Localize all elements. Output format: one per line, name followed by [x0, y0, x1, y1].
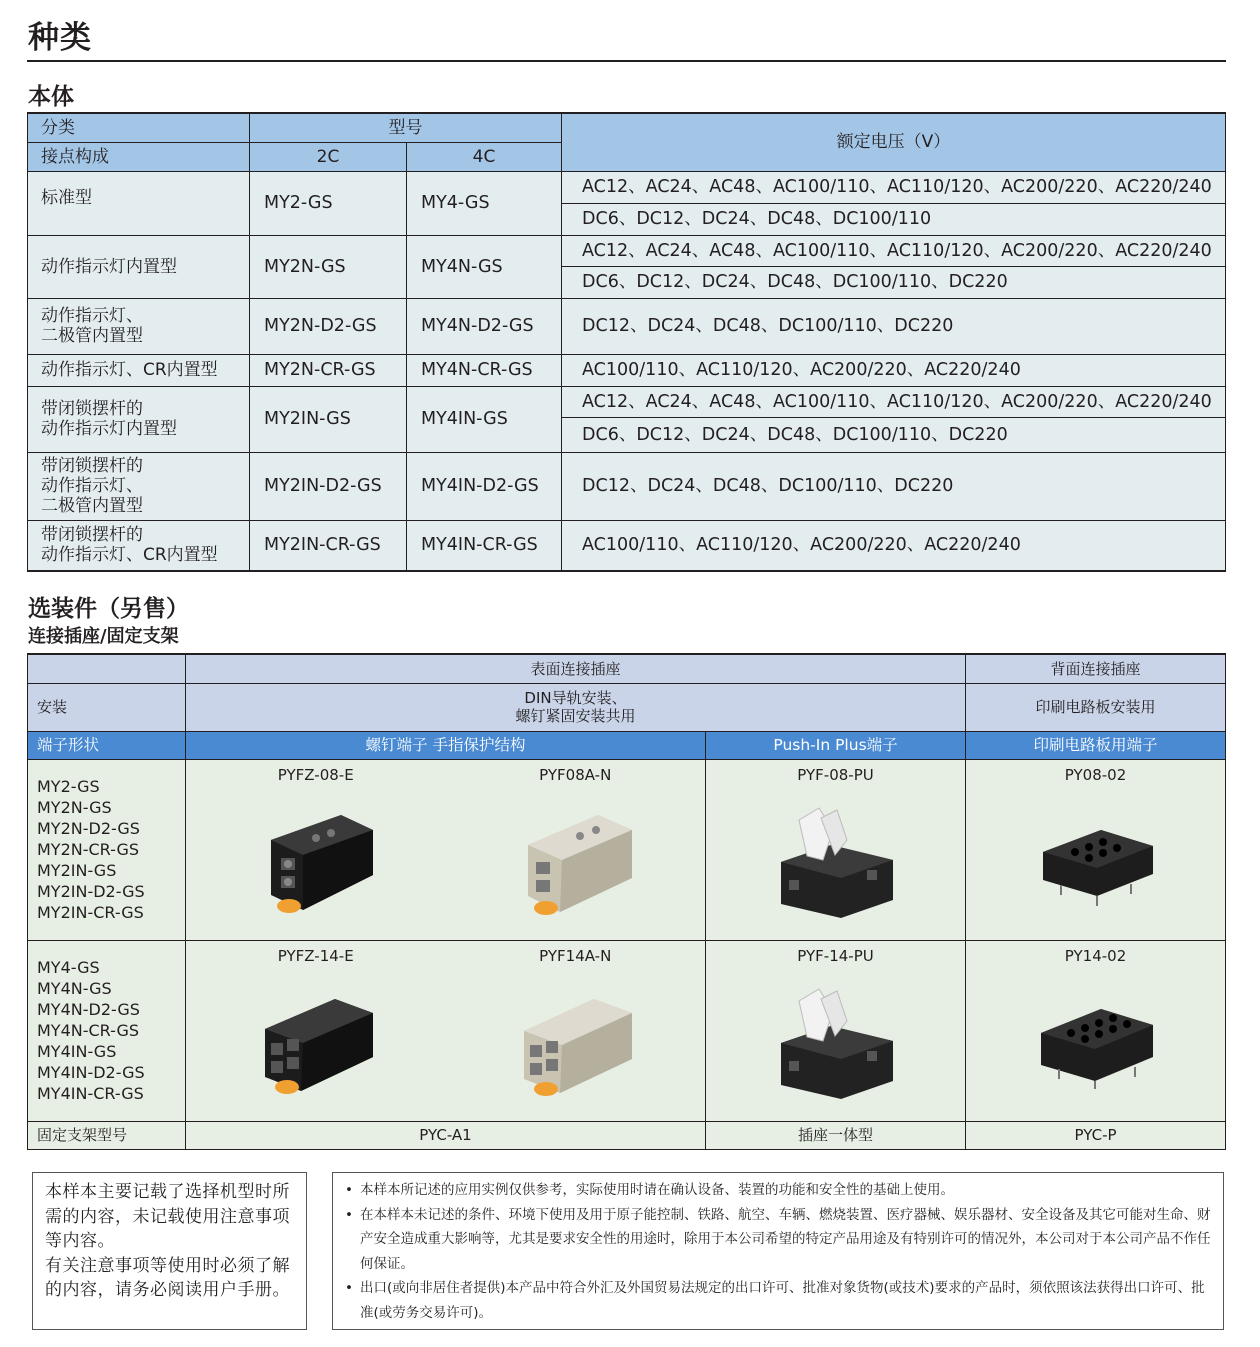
socket-push-in-image: [771, 981, 901, 1101]
notice-item: • 出口(或向非居住者提供)本产品中符合外汇及外国贸易法规定的出口许可、批准对象货物(或技术)要求的产品时，须依照该法获得出口许可、批准(或劳务交易许可)。: [345, 1276, 1215, 1325]
notice-summary: [32, 1172, 307, 1330]
type-label: 标准型: [28, 171, 250, 235]
socket-model: PYF-14-PU: [797, 946, 874, 965]
category-header: 分类: [28, 113, 250, 142]
socket-model: PYF14A-N: [539, 946, 612, 965]
title-rule: [27, 60, 1226, 62]
socket-grey-screw-image: [510, 800, 640, 920]
bracket-back: PYC-P: [966, 1121, 1226, 1149]
voltage-list: DC6、DC12、DC24、DC48、DC100/110、DC220: [562, 266, 1226, 298]
socket-model: PY14-02: [1064, 946, 1127, 965]
install-label: 安装: [28, 683, 186, 731]
voltage-list: AC100/110、AC110/120、AC200/220、AC220/240: [562, 354, 1226, 386]
bracket-label: 固定支架型号: [28, 1121, 186, 1149]
page-title: 种类: [28, 20, 92, 56]
model-2c: MY2-GS: [250, 171, 407, 235]
model-4c: MY4IN-D2-GS: [407, 452, 562, 520]
compatible-models-4c: [28, 940, 186, 1121]
socket-cell: [186, 940, 446, 1121]
type-label: 带闭锁摆杆的 动作指示灯内置型: [28, 386, 250, 452]
type-label: 带闭锁摆杆的 动作指示灯、 二极管内置型: [28, 452, 250, 520]
model-4c: MY4N-D2-GS: [407, 298, 562, 354]
sockets-table: [27, 653, 1226, 1150]
model-item: MY2IN-GS: [37, 861, 117, 880]
corner-cell: [28, 654, 186, 683]
type-label: 动作指示灯、 二极管内置型: [28, 298, 250, 354]
socket-black-screw-image: [251, 800, 381, 920]
voltage-list: AC100/110、AC110/120、AC200/220、AC220/240: [562, 520, 1226, 571]
socket-cell: [446, 940, 706, 1121]
model-2c: MY2N-CR-GS: [250, 354, 407, 386]
terminal-pcb: 印刷电路板用端子: [966, 731, 1226, 759]
model-4c: MY4-GS: [407, 171, 562, 235]
model-item: MY4N-D2-GS: [37, 1000, 140, 1019]
model-4c: MY4N-CR-GS: [407, 354, 562, 386]
socket-model: PY08-02: [1064, 765, 1127, 784]
model-item: MY4-GS: [37, 958, 100, 977]
model-header: 型号: [250, 113, 562, 142]
socket-cell: [446, 759, 706, 940]
type-label: 动作指示灯内置型: [28, 235, 250, 298]
model-item: MY2N-GS: [37, 798, 112, 817]
back-socket-header: 背面连接插座: [966, 654, 1226, 683]
model-item: MY2IN-CR-GS: [37, 903, 144, 922]
socket-black-screw-image: [251, 981, 381, 1101]
model-4c: MY4IN-GS: [407, 386, 562, 452]
voltage-list: DC6、DC12、DC24、DC48、DC100/110、DC220: [562, 417, 1226, 452]
type-label: 带闭锁摆杆的 动作指示灯、CR内置型: [28, 520, 250, 571]
model-4c: MY4IN-CR-GS: [407, 520, 562, 571]
contact-header: 接点构成: [28, 142, 250, 171]
terminal-push-in: Push-In Plus端子: [706, 731, 966, 759]
2c-header: 2C: [250, 142, 407, 171]
model-item: MY4IN-D2-GS: [37, 1063, 145, 1082]
voltage-list: DC12、DC24、DC48、DC100/110、DC220: [562, 298, 1226, 354]
model-item: MY2N-D2-GS: [37, 819, 140, 838]
install-front: DIN导轨安装、 螺钉紧固安装共用: [186, 683, 966, 731]
socket-pcb-image: [1031, 981, 1161, 1091]
socket-cell: [966, 940, 1226, 1121]
front-socket-header: 表面连接插座: [186, 654, 966, 683]
compatible-models-2c: [28, 759, 186, 940]
bracket-push-in: 插座一体型: [706, 1121, 966, 1149]
model-item: MY4IN-CR-GS: [37, 1084, 144, 1103]
model-item: MY4N-CR-GS: [37, 1021, 140, 1040]
type-label: 动作指示灯、CR内置型: [28, 354, 250, 386]
voltage-list: DC12、DC24、DC48、DC100/110、DC220: [562, 452, 1226, 520]
notice-summary-text: 本样本主要记载了选择机型时所需的内容，未记载使用注意事项等内容。 有关注意事项等使用时必须了解的内容，请务必阅读用户手册。: [45, 1182, 290, 1300]
model-2c: MY2IN-CR-GS: [250, 520, 407, 571]
model-item: MY2-GS: [37, 777, 100, 796]
notice-item: • 在本样本未记述的条件、环境下使用及用于原子能控制、铁路、航空、车辆、燃烧装置、医疗器械、娱乐器材、安全设备及其它可能对生命、财产安全造成重大影响等，尤其是要求安全性的用途时，除用于本公司希望的特定产品用途及有特别许可的情况外，本公司对于本公司产品不作任何保证。: [345, 1203, 1215, 1277]
options-subheading: 连接插座/固定支架: [28, 626, 179, 647]
notice-item: • 本样本所记述的应用实例仅供参考，实际使用时请在确认设备、装置的功能和安全性的基础上使用。: [345, 1178, 1215, 1203]
models-table: [27, 112, 1226, 572]
socket-grey-screw-image: [510, 981, 640, 1101]
model-item: MY2IN-D2-GS: [37, 882, 145, 901]
terminal-screw: 螺钉端子 手指保护结构: [186, 731, 706, 759]
voltage-list: AC12、AC24、AC48、AC100/110、AC110/120、AC200/220、AC220/240: [562, 386, 1226, 417]
model-2c: MY2N-GS: [250, 235, 407, 298]
socket-pcb-image: [1031, 800, 1161, 910]
socket-push-in-image: [771, 800, 901, 920]
socket-model: PYF08A-N: [539, 765, 612, 784]
socket-cell: [706, 940, 966, 1121]
voltage-header: 额定电压（V）: [562, 113, 1226, 171]
socket-model: PYFZ-14-E: [277, 946, 354, 965]
terminal-label: 端子形状: [28, 731, 186, 759]
notice-disclaimer: [332, 1172, 1224, 1330]
model-item: MY4IN-GS: [37, 1042, 117, 1061]
model-item: MY4N-GS: [37, 979, 112, 998]
socket-cell: [186, 759, 446, 940]
model-4c: MY4N-GS: [407, 235, 562, 298]
install-back: 印刷电路板安装用: [966, 683, 1226, 731]
model-2c: MY2N-D2-GS: [250, 298, 407, 354]
socket-cell: [706, 759, 966, 940]
model-item: MY2N-CR-GS: [37, 840, 140, 859]
model-2c: MY2IN-GS: [250, 386, 407, 452]
options-heading: 选装件（另售）: [28, 596, 189, 622]
socket-cell: [966, 759, 1226, 940]
bracket-front: PYC-A1: [186, 1121, 706, 1149]
voltage-list: DC6、DC12、DC24、DC48、DC100/110: [562, 203, 1226, 235]
socket-model: PYFZ-08-E: [277, 765, 354, 784]
4c-header: 4C: [407, 142, 562, 171]
voltage-list: AC12、AC24、AC48、AC100/110、AC110/120、AC200/220、AC220/240: [562, 171, 1226, 203]
body-heading: 本体: [28, 84, 74, 110]
model-2c: MY2IN-D2-GS: [250, 452, 407, 520]
voltage-list: AC12、AC24、AC48、AC100/110、AC110/120、AC200/220、AC220/240: [562, 235, 1226, 266]
socket-model: PYF-08-PU: [797, 765, 874, 784]
